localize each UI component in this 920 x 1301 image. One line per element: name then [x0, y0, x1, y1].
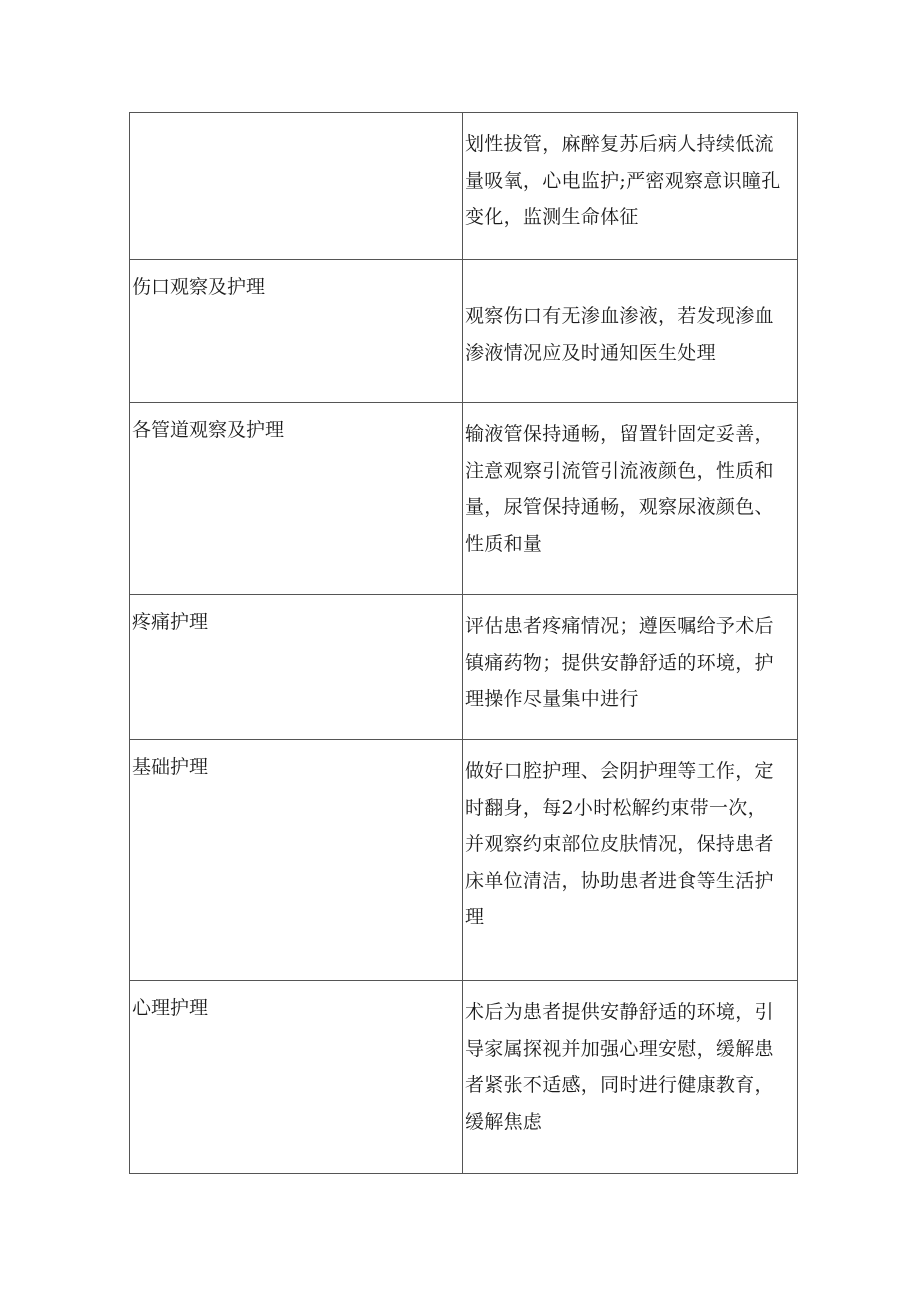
- care-item-cell: [130, 981, 463, 1174]
- care-item-label: 各管道观察及护理: [132, 419, 285, 441]
- table-row: [130, 260, 798, 403]
- care-description: [465, 753, 794, 936]
- description-line: 变化，监测生命体征: [465, 206, 639, 228]
- table-row: [130, 740, 798, 981]
- description-line: 床单位清洁，协助患者进食等生活护: [465, 869, 774, 892]
- care-description: [465, 608, 794, 718]
- care-item-label: 疼痛护理: [132, 611, 209, 633]
- nursing-care-table: [129, 112, 798, 1174]
- description-line: 理操作尽量集中进行: [465, 688, 639, 710]
- care-description-cell: [463, 595, 798, 740]
- description-line: 者紧张不适感，同时进行健康教育，: [465, 1074, 774, 1096]
- care-description: [465, 416, 794, 562]
- care-description-cell: [463, 403, 798, 595]
- description-line: 性质和量: [465, 532, 543, 555]
- care-description: [465, 994, 794, 1140]
- description-line: 术后为患者提供安静舒适的环境，引: [465, 1001, 774, 1023]
- description-line: 评估患者疼痛情况；遵医嘱给予术后: [465, 615, 774, 637]
- description-line: 划性拔管，麻醉复苏后病人持续低流: [465, 133, 774, 155]
- description-line: 观察伤口有无渗血渗液，若发现渗血: [465, 305, 774, 327]
- care-item-cell: [130, 740, 463, 981]
- description-line: 量，尿管保持通畅，观察尿液颜色、: [465, 496, 774, 518]
- description-line: 注意观察引流管引流液颜色，性质和: [465, 459, 774, 482]
- description-line: 时翻身，每2小时松解约束带一次，: [465, 796, 767, 819]
- description-line: 镇痛药物；提供安静舒适的环境，护: [465, 651, 774, 674]
- care-description-cell: [463, 260, 798, 403]
- description-line: 理: [465, 906, 485, 928]
- care-description-cell: [463, 740, 798, 981]
- description-line: 量吸氧，心电监护;严密观察意识瞳孔: [465, 169, 781, 192]
- care-item-label: 心理护理: [132, 997, 209, 1019]
- care-item-cell: [130, 403, 463, 595]
- care-description: [465, 126, 794, 236]
- table-row: [130, 403, 798, 595]
- table-row: [130, 595, 798, 740]
- care-item-cell: [130, 113, 463, 260]
- description-line: 并观察约束部位皮肤情况，保持患者: [465, 833, 774, 855]
- description-line: 输液管保持通畅，留置针固定妥善，: [465, 423, 774, 445]
- care-description-cell: [463, 113, 798, 260]
- table-row: [130, 113, 798, 260]
- care-item-cell: [130, 595, 463, 740]
- description-line: 导家属探视并加强心理安慰，缓解患: [465, 1037, 774, 1060]
- care-item-cell: [130, 260, 463, 403]
- table-row: [130, 981, 798, 1174]
- care-description: [465, 298, 794, 371]
- description-line: 做好口腔护理、会阴护理等工作，定: [465, 760, 774, 782]
- care-item-label: 伤口观察及护理: [132, 276, 266, 298]
- care-item-label: 基础护理: [132, 756, 209, 778]
- description-line: 渗液情况应及时通知医生处理: [465, 341, 716, 364]
- description-line: 缓解焦虑: [465, 1110, 543, 1133]
- care-description-cell: [463, 981, 798, 1174]
